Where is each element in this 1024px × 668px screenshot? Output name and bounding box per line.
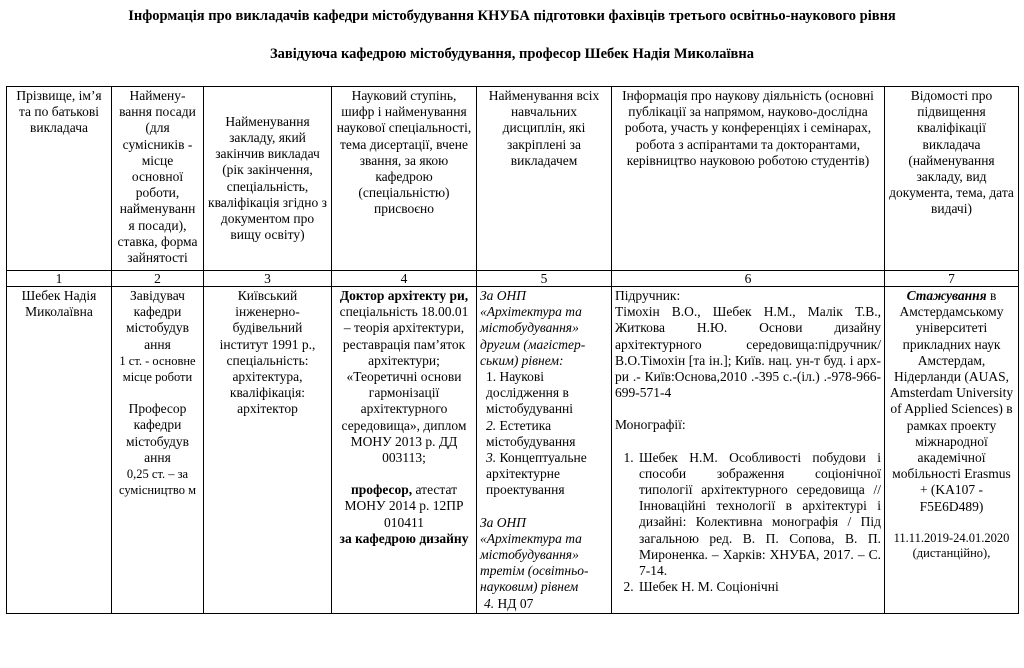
training-dates: 11.11.2019-24.01.2020 (дистанційно), (893, 530, 1010, 560)
header-col-research: Інформація про наукову діяльність (основні публікації за напрямом, науково-дослідна робота, участь у конференціях і семінарах, робота з аспірантами та докторантами, керівництво науковою роботою студентів) (612, 87, 885, 271)
column-number: 5 (477, 271, 612, 287)
research-cell (612, 287, 885, 614)
monographs-list (615, 450, 881, 596)
list-item: 1. Наукові дослідження в містобудуванні (486, 369, 574, 417)
header-col-subjects: Найменування всіх навчальних дисциплін, які закріплені за викладачем (477, 87, 612, 271)
page-title: Інформація про викладачів кафедри містобудування КНУБА підготовки фахівців третього освітньо-наукового рівня (128, 8, 896, 24)
training-text: в Амстердамському університеті прикладних наук Амстердам, Нідерланди (AUAS, Amsterdam University of Applied Sciences) в рамках проекту міжнародної академічної мобільності Erasmus + (KA107 - F5E6D489) (889, 288, 1014, 514)
textbook-text: Тімохін В.О., Шебек Н.М., Малік Т.В., Житкова Н.Ю. Основи дизайну архітектурного середовища:підручник/В.О.Тімохін [та ін.]; Київ. нац. ун-т буд. і арх-ри .- Київ:Основа,2010 .-395 с.-(іл.) .-978-966-699-571-4 (615, 304, 881, 401)
academic-title-text: атестат МОНУ 2014 р. 12ПР 010411 (344, 482, 464, 530)
position-second-rate: 0,25 ст. – за сумісництво м (118, 467, 197, 498)
training-cell (885, 287, 1019, 614)
header-row (7, 87, 1019, 271)
position-second: Професор кафедри містобудув ання (125, 401, 189, 465)
subjects-cell (477, 287, 612, 614)
subjects-heading-masters: За ОНП «Архітектура та містобудування» другим (магістер-ським) рівнем: (480, 288, 586, 368)
list-item: 2. Естетика містобудування (486, 417, 576, 449)
list-item: 3. Концептуальне архітектурне проектування (486, 450, 587, 498)
header-col-position: Наймену-вання посади (для сумісників - місце основної роботи, найменуванн я посади), ставка, форма зайнятості (112, 87, 204, 271)
textbook-label: Підручник: (615, 288, 681, 303)
teacher-name: Шебек Надія Миколаївна (7, 287, 112, 614)
header-col-degree: Науковий ступінь, шифр і найменування наукової спеціальності, тема дисертації, вчене звання, за якою кафедрою (спеціальністю) присвоєно (332, 87, 477, 271)
page-subtitle: Завідуюча кафедрою містобудування, професор Шебек Надія Миколаївна (270, 46, 754, 62)
header-col-training: Відомості про підвищення кваліфікації викладача (найменування закладу, вид документа, тема, дата видачі) (885, 87, 1019, 271)
column-number: 6 (612, 271, 885, 287)
academic-title-label: професор, (350, 482, 413, 498)
position-cell (112, 287, 204, 614)
list-item: 4. НД 07 (484, 595, 534, 611)
header-col-education: Найменування закладу, який закінчив викладач (рік закінчення, спеціальність, кваліфікація згідно з документом про вищу освіту) (204, 87, 332, 271)
training-label: Стажування (906, 288, 987, 303)
subjects-heading-phd: За ОНП «Архітектура та містобудування» третім (освітньо-науковим) рівнем (480, 514, 589, 595)
degree-label: Доктор архітекту ри, (339, 288, 469, 303)
department-label: за кафедрою дизайну (339, 530, 469, 546)
column-number: 4 (332, 271, 477, 287)
list-item: 1. Шебек Н.М. Особливості побудови і способи зображення соціонічної типології архітектурного середовища // Інноваційні технології в архітектурі і дизайні: Колективна монографія / Під загальною ред. В. П. Сопова, В. П. Мироненка. – Харків: ХНУБА, 2017. – С. 7-14. (637, 450, 881, 580)
position-main: Завідувач кафедри містобудув ання (125, 288, 189, 352)
column-number: 3 (204, 271, 332, 287)
faculty-table (6, 86, 1019, 614)
column-number-row (7, 271, 1019, 287)
position-main-rate: 1 ст. - основне місце роботи (119, 353, 196, 385)
column-number: 7 (885, 271, 1019, 287)
list-item: 2. Шебек Н. М. Соціонічні (637, 579, 881, 595)
monographs-label: Монографії: (615, 417, 686, 433)
header-col-name: Прізвище, ім’я та по батькові викладача (7, 87, 112, 271)
subjects-list-masters (480, 369, 608, 499)
degree-cell (332, 287, 477, 614)
column-number: 2 (112, 271, 204, 287)
education-cell: Київський інженерно-будівельний інститут 1991 р., спеціальність: архітектура, кваліфікація: архітектор (204, 287, 332, 614)
column-number: 1 (7, 271, 112, 287)
degree-text: спеціальність 18.00.01 – теорія архітектури, реставрація пам’яток архітектури; «Теоретичні основи гармонізації архітектурного середовища», диплом МОНУ 2013 р. ДД 003113; (339, 304, 469, 466)
table-row (7, 287, 1019, 614)
